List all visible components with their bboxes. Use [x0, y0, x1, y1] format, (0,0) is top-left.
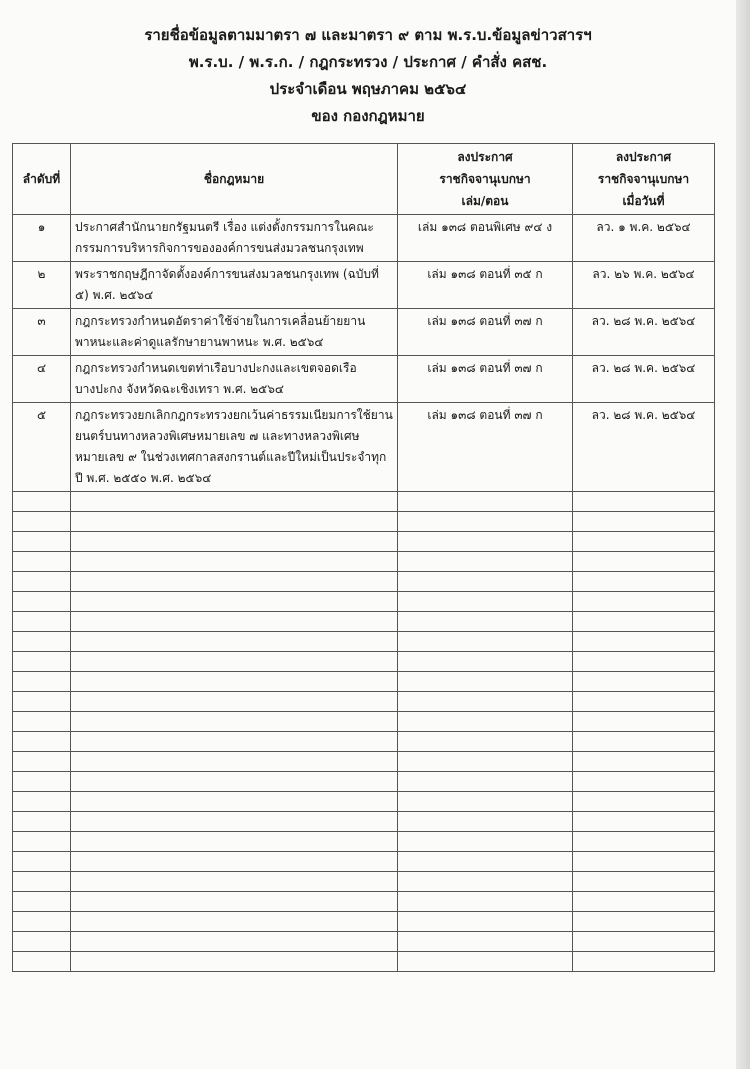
empty-cell [71, 552, 398, 572]
empty-cell [71, 512, 398, 532]
empty-cell [398, 712, 573, 732]
row-order: ๕ [13, 403, 71, 492]
empty-cell [13, 952, 71, 972]
table-header-row [13, 144, 715, 215]
laws-table [12, 143, 715, 972]
empty-cell [573, 752, 715, 772]
empty-table-row [13, 792, 715, 812]
row-date: ลว. ๒๖ พ.ค. ๒๕๖๔ [573, 262, 715, 309]
empty-table-row [13, 832, 715, 852]
empty-table-row [13, 932, 715, 952]
empty-cell [398, 852, 573, 872]
empty-cell [573, 492, 715, 512]
empty-cell [71, 852, 398, 872]
empty-cell [573, 892, 715, 912]
empty-cell [71, 752, 398, 772]
row-law-name: กฎกระทรวงกำหนดอัตราค่าใช้จ่ายในการเคลื่อนย้ายยานพาหนะและค่าดูแลรักษายานพาหนะ พ.ศ. ๒๕๖๔ [71, 309, 398, 356]
document-heading [0, 22, 736, 130]
empty-cell [398, 552, 573, 572]
empty-cell [398, 572, 573, 592]
empty-cell [71, 652, 398, 672]
title-line-3: ประจำเดือน พฤษภาคม ๒๕๖๔ [269, 80, 467, 98]
empty-table-row [13, 672, 715, 692]
empty-cell [13, 712, 71, 732]
empty-table-row [13, 712, 715, 732]
empty-cell [573, 832, 715, 852]
empty-cell [13, 852, 71, 872]
header-volume [398, 144, 573, 215]
row-order: ๑ [13, 215, 71, 262]
header-volume-line-3: เล่ม/ตอน [461, 194, 509, 208]
empty-cell [398, 512, 573, 532]
empty-cell [71, 492, 398, 512]
empty-cell [398, 592, 573, 612]
row-volume: เล่ม ๑๓๘ ตอนที่ ๓๗ ก [398, 356, 573, 403]
empty-cell [71, 912, 398, 932]
empty-cell [71, 952, 398, 972]
empty-table-row [13, 852, 715, 872]
empty-cell [13, 832, 71, 852]
empty-cell [71, 832, 398, 852]
page-edge-shadow [736, 0, 750, 1069]
empty-cell [13, 492, 71, 512]
table-row [13, 403, 715, 492]
empty-cell [573, 632, 715, 652]
empty-cell [71, 632, 398, 652]
title-line-1: รายชื่อข้อมูลตามมาตรา ๗ และมาตรา ๙ ตาม พ.ร.บ.ข้อมูลข่าวสารฯ [144, 26, 592, 44]
row-law-name: พระราชกฤษฎีกาจัดตั้งองค์การขนส่งมวลชนกรุงเทพ (ฉบับที่ ๕) พ.ศ. ๒๕๖๔ [71, 262, 398, 309]
empty-cell [13, 632, 71, 652]
empty-cell [71, 772, 398, 792]
empty-cell [71, 732, 398, 752]
empty-table-row [13, 872, 715, 892]
empty-table-row [13, 612, 715, 632]
empty-cell [573, 532, 715, 552]
empty-cell [398, 792, 573, 812]
empty-cell [13, 652, 71, 672]
empty-cell [573, 912, 715, 932]
empty-cell [13, 592, 71, 612]
empty-table-row [13, 652, 715, 672]
empty-cell [573, 932, 715, 952]
empty-cell [398, 732, 573, 752]
row-law-name: กฎกระทรวงยกเลิกกฎกระทรวงยกเว้นค่าธรรมเนียมการใช้ยานยนตร์บนทางหลวงพิเศษหมายเลข ๗ และทางหลวงพิเศษหมายเลข ๙ ในช่วงเทศกาลสงกรานต์และปีใหม่เป็นประจำทุกปี พ.ศ. ๒๕๕๐ พ.ศ. ๒๕๖๔ [71, 403, 398, 492]
empty-table-row [13, 512, 715, 532]
empty-cell [398, 612, 573, 632]
empty-cell [398, 652, 573, 672]
row-order: ๓ [13, 309, 71, 356]
empty-cell [398, 692, 573, 712]
row-date: ลว. ๒๘ พ.ค. ๒๕๖๔ [573, 356, 715, 403]
empty-cell [71, 572, 398, 592]
header-order: ลำดับที่ [13, 144, 71, 215]
empty-table-row [13, 912, 715, 932]
table-row [13, 215, 715, 262]
row-volume: เล่ม ๑๓๘ ตอนที่ ๓๗ ก [398, 403, 573, 492]
empty-cell [573, 572, 715, 592]
empty-cell [573, 772, 715, 792]
empty-cell [398, 872, 573, 892]
empty-cell [398, 672, 573, 692]
empty-cell [398, 812, 573, 832]
empty-cell [573, 732, 715, 752]
empty-cell [71, 672, 398, 692]
empty-cell [71, 812, 398, 832]
empty-table-row [13, 492, 715, 512]
empty-cell [13, 892, 71, 912]
empty-cell [573, 612, 715, 632]
header-volume-line-1: ลงประกาศ [457, 150, 513, 164]
empty-table-row [13, 692, 715, 712]
empty-cell [398, 952, 573, 972]
row-volume: เล่ม ๑๓๘ ตอนพิเศษ ๙๔ ง [398, 215, 573, 262]
header-date-line-2: ราชกิจจานุเบกษา [597, 172, 690, 186]
row-law-name: ประกาศสำนักนายกรัฐมนตรี เรื่อง แต่งตั้งกรรมการในคณะกรรมการบริหารกิจการขององค์การขนส่งมวลชนกรุงเทพ [71, 215, 398, 262]
empty-table-row [13, 752, 715, 772]
empty-cell [13, 692, 71, 712]
empty-table-row [13, 772, 715, 792]
empty-cell [398, 832, 573, 852]
empty-cell [573, 872, 715, 892]
empty-cell [71, 792, 398, 812]
empty-cell [573, 652, 715, 672]
empty-cell [13, 912, 71, 932]
empty-cell [71, 592, 398, 612]
empty-table-row [13, 732, 715, 752]
empty-cell [398, 892, 573, 912]
empty-cell [398, 772, 573, 792]
empty-cell [573, 672, 715, 692]
empty-cell [573, 952, 715, 972]
empty-cell [71, 932, 398, 952]
empty-cell [13, 512, 71, 532]
empty-cell [71, 532, 398, 552]
row-date: ลว. ๒๘ พ.ค. ๒๕๖๔ [573, 309, 715, 356]
row-order: ๔ [13, 356, 71, 403]
empty-cell [13, 572, 71, 592]
empty-cell [13, 612, 71, 632]
header-date [573, 144, 715, 215]
empty-cell [71, 692, 398, 712]
row-law-name: กฎกระทรวงกำหนดเขตท่าเรือบางปะกงและเขตจอดเรือบางปะกง จังหวัดฉะเชิงเทรา พ.ศ. ๒๕๖๔ [71, 356, 398, 403]
row-order: ๒ [13, 262, 71, 309]
empty-cell [573, 792, 715, 812]
table-row [13, 356, 715, 403]
empty-cell [573, 712, 715, 732]
empty-cell [71, 612, 398, 632]
empty-cell [573, 592, 715, 612]
empty-cell [71, 872, 398, 892]
header-law-name: ชื่อกฎหมาย [71, 144, 398, 215]
empty-cell [398, 932, 573, 952]
empty-table-row [13, 952, 715, 972]
empty-cell [71, 892, 398, 912]
empty-cell [398, 492, 573, 512]
empty-cell [398, 632, 573, 652]
row-date: ลว. ๒๘ พ.ค. ๒๕๖๔ [573, 403, 715, 492]
empty-table-row [13, 532, 715, 552]
empty-cell [573, 852, 715, 872]
empty-table-row [13, 592, 715, 612]
empty-cell [13, 752, 71, 772]
empty-cell [398, 752, 573, 772]
empty-table-row [13, 812, 715, 832]
empty-cell [573, 812, 715, 832]
empty-cell [573, 512, 715, 532]
title-line-2: พ.ร.บ. / พ.ร.ก. / กฎกระทรวง / ประกาศ / คำสั่ง คสช. [188, 53, 548, 71]
header-date-line-3: เมื่อวันที่ [622, 194, 665, 208]
empty-cell [13, 552, 71, 572]
row-volume: เล่ม ๑๓๘ ตอนที่ ๓๗ ก [398, 309, 573, 356]
header-date-line-1: ลงประกาศ [615, 150, 672, 164]
empty-cell [573, 552, 715, 572]
empty-cell [13, 532, 71, 552]
empty-cell [573, 692, 715, 712]
empty-cell [13, 732, 71, 752]
empty-cell [13, 932, 71, 952]
empty-cell [398, 912, 573, 932]
empty-cell [13, 672, 71, 692]
table-row [13, 309, 715, 356]
empty-cell [398, 532, 573, 552]
empty-table-row [13, 552, 715, 572]
empty-cell [13, 772, 71, 792]
empty-cell [13, 872, 71, 892]
header-volume-line-2: ราชกิจจานุเบกษา [439, 172, 531, 186]
empty-table-row [13, 892, 715, 912]
row-volume: เล่ม ๑๓๘ ตอนที่ ๓๕ ก [398, 262, 573, 309]
table-row [13, 262, 715, 309]
empty-table-row [13, 572, 715, 592]
empty-table-row [13, 632, 715, 652]
title-line-4: ของ กองกฎหมาย [311, 107, 425, 125]
empty-cell [71, 712, 398, 732]
empty-cell [13, 792, 71, 812]
row-date: ลว. ๑ พ.ค. ๒๕๖๔ [573, 215, 715, 262]
empty-cell [13, 812, 71, 832]
